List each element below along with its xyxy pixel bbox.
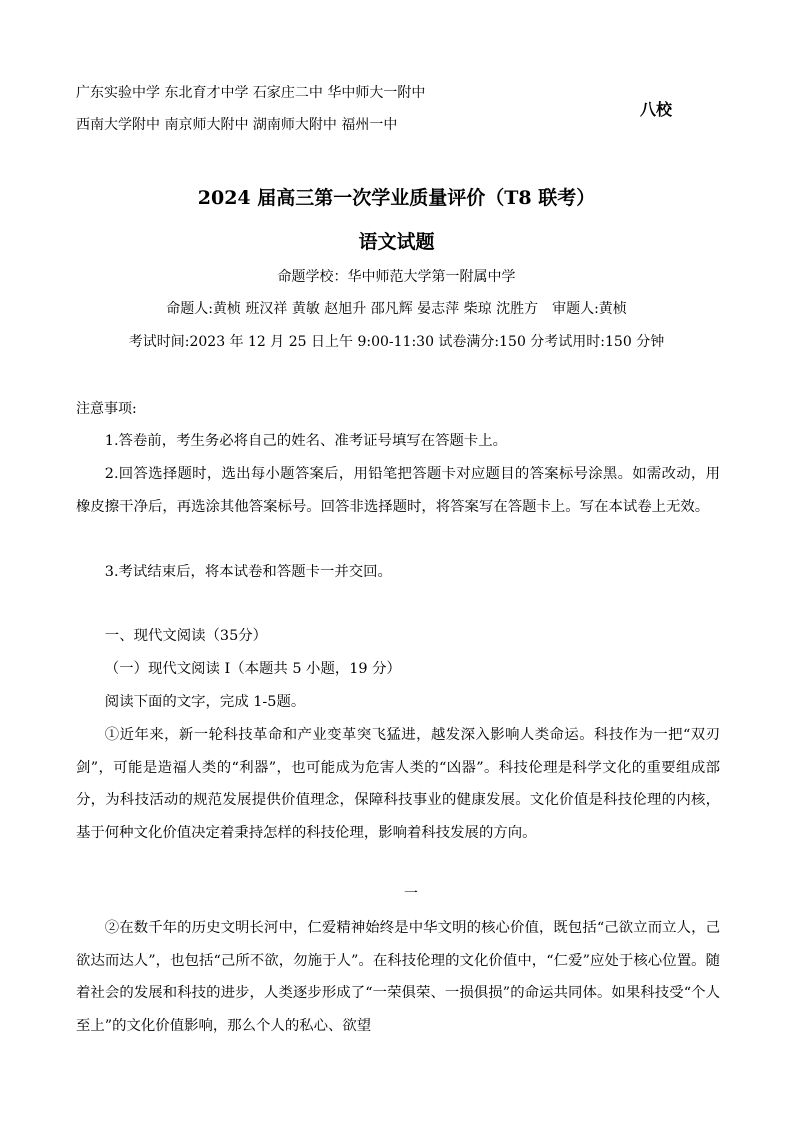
exam-title: 2024 届高三第一次学业质量评价（T8 联考） [197,187,596,209]
notice-item: 2.回答选择题时，选出每小题答案后，用铅笔把答题卡对应题目的答案标号涂黑。如需改动，用橡皮擦干净后，再选涂其他答案标号。回答非选择题时，将答案写在答题卡上。写在本试卷上无效。 [76,466,720,515]
reading-instruction: 阅读下面的文字，完成 1-5题。 [104,694,306,710]
notice-heading: 注意事项: [76,401,137,417]
school-list-line-2: 西南大学附中 南京师大附中 湖南师大附中 福州一中 [76,117,398,133]
section-divider-mark: 一 [404,886,418,902]
section-heading: 一、现代文阅读（35分） [104,628,268,644]
reading-paragraph-2: ②在数千年的历史文明长河中，仁爱精神始终是中华文明的核心价值，既包括“己欲立而立人，己欲达而达人”，也包括“己所不欲，勿施于人”。在科技伦理的文化价值中，“仁爱”应处于核心位置。随着社会的发展和科技的进步，人类逐步形成了“一荣俱荣、一损俱损”的命运共同体。如果科技受“个人至上”的文化价值影响，那么个人的私心、欲望 [76,920,720,1034]
exam-subject: 语文试题 [358,231,435,253]
notice-item: 3.考试结束后，将本试卷和答题卡一并交回。 [104,564,392,580]
eight-schools-label: 八校 [640,100,673,119]
exam-authors: 命题人:黄桢 班汉祥 黄敏 赵旭升 邵凡辉 晏志萍 柴琼 沈胜方 审题人:黄桢 [166,301,627,317]
school-list-line-1: 广东实验中学 东北育才中学 石家庄二中 华中师大一附中 [76,85,426,101]
subsection-heading: （一）现代文阅读 I（本题共 5 小题，19 分） [104,661,401,677]
setter-school: 命题学校：华中师范大学第一附属中学 [277,269,516,285]
reading-paragraph-1: ①近年来，新一轮科技革命和产业变革突飞猛进，越发深入影响人类命运。科技作为一把“双刃剑”，可能是造福人类的“利器”，也可能成为危害人类的“凶器”。科技伦理是科学文化的重要组成部分，为科技活动的规范发展提供价值理念，保障科技事业的健康发展。文化价值是科技伦理的内核，基于何种文化价值决定着秉持怎样的科技伦理，影响着科技发展的方向。 [76,727,720,841]
notice-item: 1.答卷前，考生务必将自己的姓名、准考证号填写在答题卡上。 [104,433,508,449]
exam-time-info: 考试时间:2023 年 12 月 25 日上午 9:00-11:30 试卷满分:150 分考试用时:150 分钟 [128,334,665,350]
